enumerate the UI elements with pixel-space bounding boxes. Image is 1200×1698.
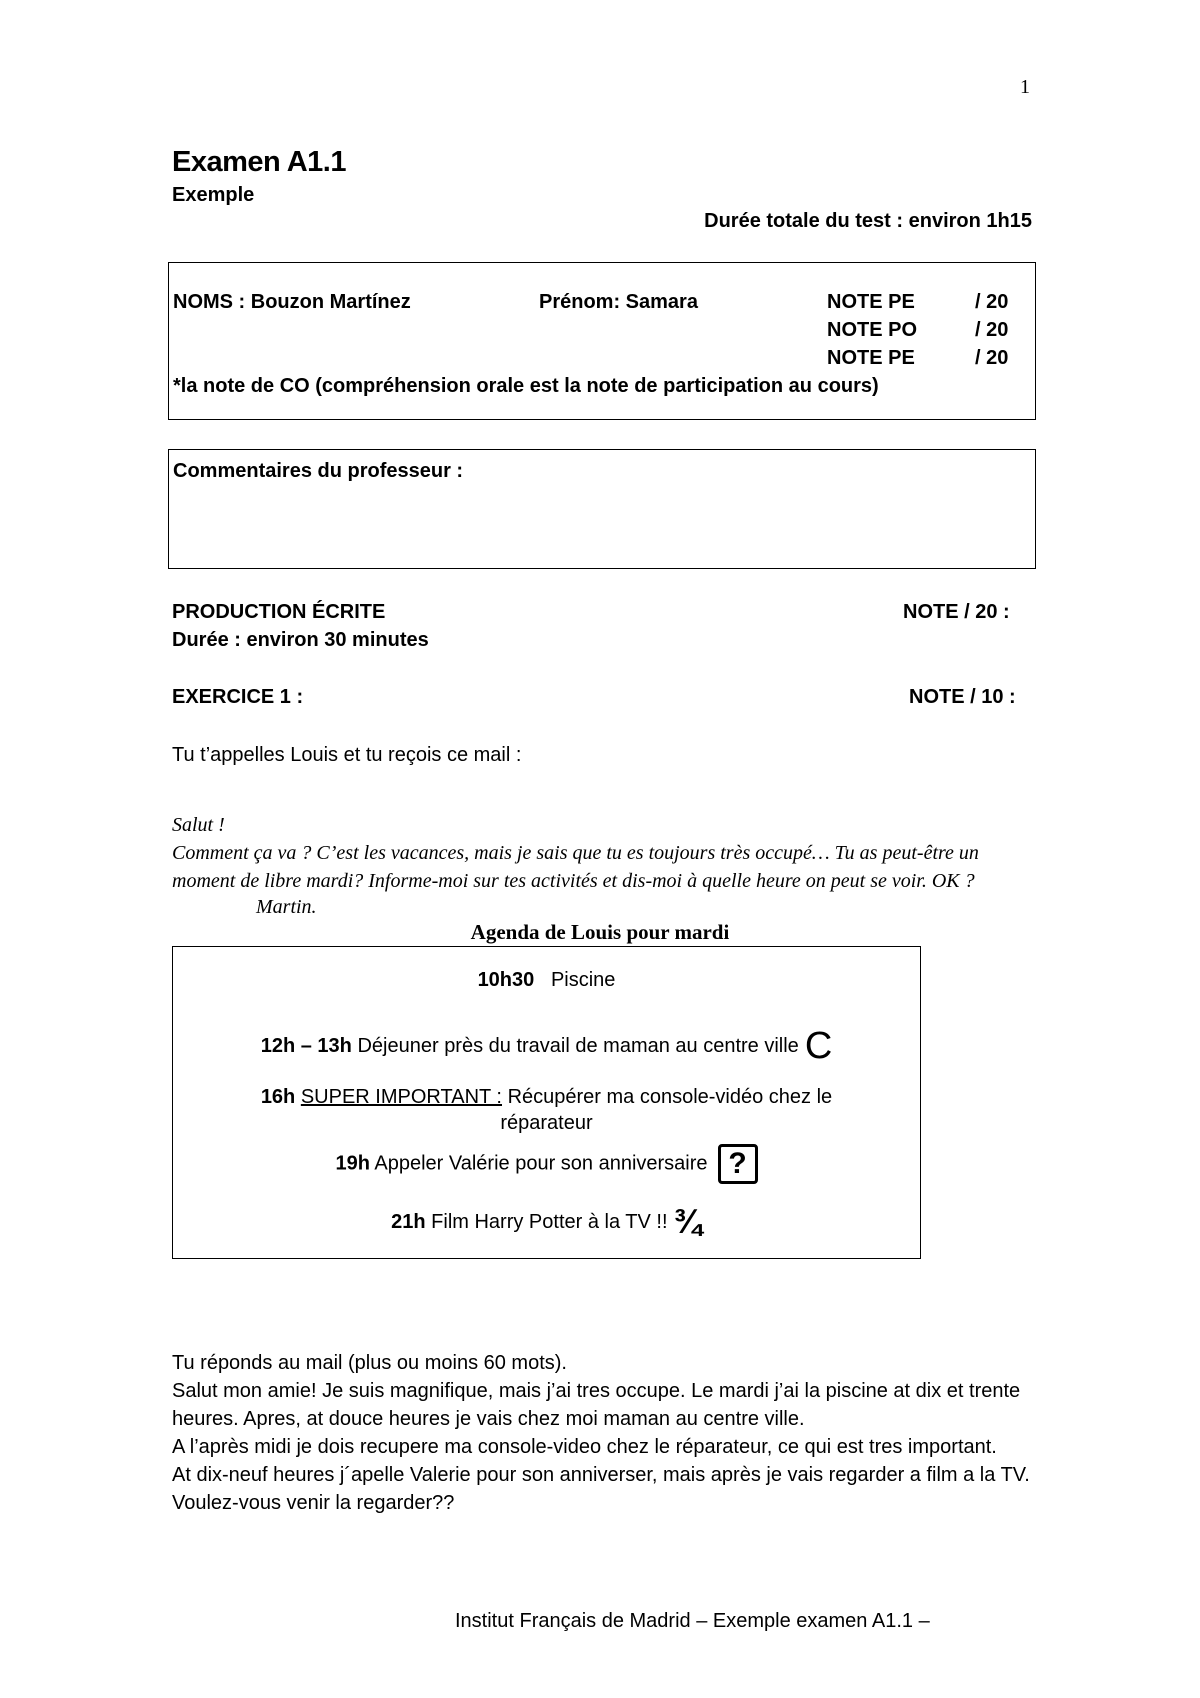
three-quarters-icon: ¾ <box>673 1203 702 1241</box>
moon-crescent-icon: C <box>804 1025 833 1067</box>
mail-signature: Martin. <box>256 896 317 918</box>
agenda-text: Appeler Valérie pour son anniversaire <box>374 1152 708 1175</box>
production-note: NOTE / 20 : <box>903 601 1010 623</box>
reply-line: At dix-neuf heures j´apelle Valerie pour son anniverser, mais après je vais regarder a film a la TV. <box>172 1464 1030 1486</box>
agenda-time: 19h <box>335 1152 370 1175</box>
production-heading: PRODUCTION ÉCRITE <box>172 601 386 623</box>
agenda-time: 21h <box>391 1210 426 1233</box>
exercise-heading: EXERCICE 1 : <box>172 686 304 708</box>
mail-greeting: Salut ! <box>172 814 225 836</box>
exercise-instruction: Tu t’appelles Louis et tu reçois ce mail : <box>172 744 522 766</box>
agenda-item <box>173 1144 920 1184</box>
agenda-emphasis: SUPER IMPORTANT : <box>300 1086 502 1108</box>
note-score: / 20 <box>975 319 1009 341</box>
reply-instruction: Tu réponds au mail (plus ou moins 60 mots). <box>172 1352 567 1374</box>
agenda-title: Agenda de Louis pour mardi <box>470 920 730 944</box>
exercise-note: NOTE / 10 : <box>909 686 1016 708</box>
question-mark-icon: ? <box>718 1144 758 1184</box>
student-firstname: Prénom: Samara <box>539 291 698 313</box>
exam-title: Examen A1.1 <box>172 146 346 178</box>
agenda-text: Déjeuner près du travail de maman au centre ville <box>357 1034 799 1057</box>
agenda-text: réparateur <box>500 1112 593 1134</box>
mail-line: Comment ça va ? C’est les vacances, mais je sais que tu es toujours très occupé… Tu as peut-être un <box>172 842 979 864</box>
agenda-text: Film Harry Potter à la TV !! <box>431 1210 668 1233</box>
agenda-item-continued <box>173 1112 920 1135</box>
agenda-item <box>173 969 920 992</box>
reply-line: Voulez-vous venir la regarder?? <box>172 1492 455 1514</box>
agenda-item <box>173 1025 920 1068</box>
production-duration: Durée : environ 30 minutes <box>172 629 429 651</box>
agenda-time: 12h – 13h <box>260 1034 352 1057</box>
reply-line: A l’après midi je dois recupere ma console-video chez le réparateur, ce qui est tres important. <box>172 1436 997 1458</box>
note-label: NOTE PO <box>827 319 918 341</box>
co-footnote: *la note de CO (compréhension orale est la note de participation au cours) <box>173 375 879 397</box>
agenda-time: 10h30 <box>477 969 535 991</box>
note-label: NOTE PE <box>827 347 915 369</box>
reply-line: Salut mon amie! Je suis magnifique, mais j’ai tres occupe. Le mardi j’ai la piscine at dix et trente <box>172 1380 1021 1402</box>
total-duration: Durée totale du test : environ 1h15 <box>704 210 1032 232</box>
exam-subtitle: Exemple <box>172 184 255 206</box>
student-name: NOMS : Bouzon Martínez <box>173 291 411 313</box>
agenda-box <box>172 946 921 1259</box>
agenda-time: 16h <box>260 1086 296 1108</box>
note-label: NOTE PE <box>827 291 915 313</box>
agenda-item <box>173 1203 920 1242</box>
student-info-box <box>168 262 1036 420</box>
note-score: / 20 <box>975 291 1009 313</box>
mail-line: moment de libre mardi? Informe-moi sur tes activités et dis-moi à quelle heure on peut se voir. OK ? <box>172 870 975 892</box>
agenda-item <box>173 1086 920 1109</box>
note-score: / 20 <box>975 347 1009 369</box>
page-number: 1 <box>1020 76 1030 98</box>
teacher-comments-box <box>168 449 1036 569</box>
reply-section <box>172 1349 1052 1517</box>
agenda-text: Récupérer ma console-vidéo chez le <box>507 1086 833 1108</box>
agenda-text: Piscine <box>550 969 616 991</box>
reply-line: heures. Apres, at douce heures je vais chez moi maman au centre ville. <box>172 1408 805 1430</box>
page-footer: Institut Français de Madrid – Exemple examen A1.1 – <box>455 1610 930 1632</box>
teacher-comments-label: Commentaires du professeur : <box>173 460 464 482</box>
